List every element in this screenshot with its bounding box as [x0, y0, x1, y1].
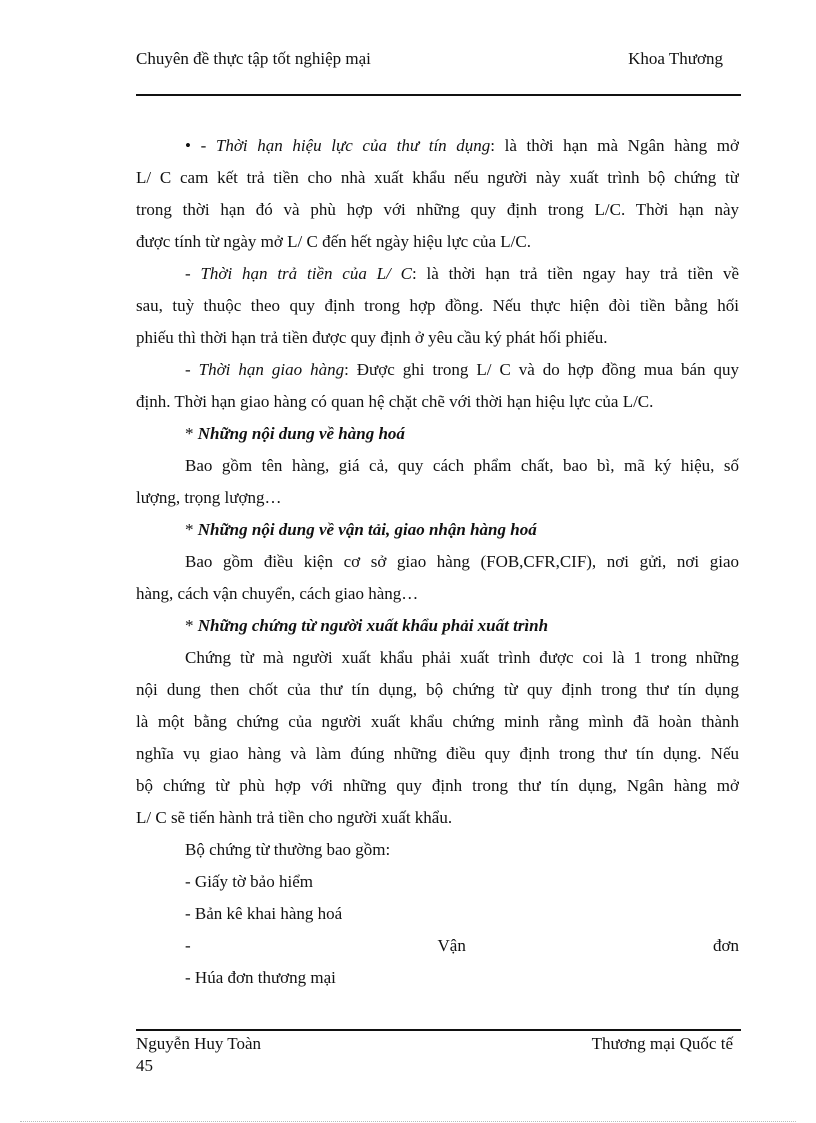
- term-validity: Thời hạn hiệu lực của thư tín dụng: [215, 136, 491, 155]
- paragraph-line: định. Thời hạn giao hàng có quan hệ chặt chẽ với thời hạn hiệu lực của L/C.: [136, 392, 654, 411]
- bullet-glyph: •: [185, 136, 191, 155]
- header-rule: [136, 94, 741, 96]
- header-title: Chuyên đề thực tập tốt nghiệp mại: [136, 49, 371, 68]
- paragraph-line: L/ C cam kết trả tiền cho nhà xuất khẩu nếu người này xuất trình bộ chứng từ: [136, 168, 739, 187]
- page-bottom-dotted-border: [20, 1121, 796, 1122]
- paragraph-line: • - Thời hạn hiệu lực của thư tín dụng: là thời hạn mà Ngân hàng mở: [185, 136, 739, 155]
- list-item: - Bản kê khai hàng hoá: [185, 904, 343, 923]
- section-heading: * Những chứng từ người xuất khẩu phải xuất trình: [185, 616, 549, 635]
- footer-author: Nguyễn Huy Toàn: [136, 1034, 262, 1053]
- paragraph-line: Bao gồm tên hàng, giá cả, quy cách phẩm chất, bao bì, mã ký hiệu, số: [185, 456, 739, 475]
- paragraph-line: phiếu thì thời hạn trả tiền được quy định ở yêu cầu ký phát hối phiếu.: [136, 328, 608, 347]
- paragraph-line: nghĩa vụ giao hàng và làm đúng những điều quy định trong thư tín dụng. Nếu: [136, 744, 739, 763]
- page-number: 45: [136, 1056, 153, 1075]
- footer-rule: [136, 1029, 741, 1031]
- paragraph-line: L/ C sẽ tiến hành trả tiền cho người xuất khẩu.: [136, 808, 453, 827]
- page-header: [136, 48, 741, 96]
- paragraph-line: hàng, cách vận chuyển, cách giao hàng…: [136, 584, 419, 603]
- term-delivery: Thời hạn giao hàng: [198, 360, 345, 379]
- list-item: - Húa đơn thương mại: [185, 968, 336, 987]
- paragraph-line: Bao gồm điều kiện cơ sở giao hàng (FOB,CFR,CIF), nơi gửi, nơi giao: [185, 552, 739, 571]
- document-body: [136, 130, 739, 994]
- header-department: Khoa Thương: [628, 49, 723, 68]
- section-heading: * Những nội dung về hàng hoá: [185, 424, 405, 443]
- paragraph-line: sau, tuỳ thuộc theo quy định trong hợp đồng. Nếu thực hiện đòi tiền bằng hối: [136, 296, 739, 315]
- paragraph-line: trong thời hạn đó và phù hợp với những quy định trong L/C. Thời hạn này: [136, 200, 739, 219]
- list-item: - Giấy tờ bảo hiểm: [185, 872, 313, 891]
- page-footer: [136, 1033, 741, 1083]
- paragraph-line: được tính từ ngày mở L/ C đến hết ngày hiệu lực của L/C.: [136, 232, 531, 251]
- paragraph-line: - Thời hạn trả tiền của L/ C: là thời hạn trả tiền ngay hay trả tiền về: [185, 264, 739, 283]
- footer-department: Thương mại Quốc tế: [591, 1034, 733, 1053]
- paragraph-line: lượng, trọng lượng…: [136, 488, 282, 507]
- paragraph-line: - Thời hạn giao hàng: Được ghi trong L/ C và do hợp đồng mua bán quy: [185, 360, 739, 379]
- list-item: - Vận đơn: [185, 936, 739, 955]
- paragraph-line: Bộ chứng từ thường bao gồm:: [185, 840, 391, 859]
- paragraph-line: nội dung then chốt của thư tín dụng, bộ chứng từ quy định trong thư tín dụng: [136, 680, 739, 699]
- paragraph-line: là một bằng chứng của người xuất khẩu chứng minh rằng mình đã hoàn thành: [136, 712, 739, 731]
- section-heading: * Những nội dung về vận tải, giao nhận hàng hoá: [185, 520, 537, 539]
- term-payment: Thời hạn trả tiền của L/ C: [200, 264, 412, 283]
- paragraph-line: bộ chứng từ phù hợp với những quy định trong thư tín dụng, Ngân hàng mở: [136, 776, 739, 795]
- paragraph-line: Chứng từ mà người xuất khẩu phải xuất trình được coi là 1 trong những: [185, 648, 739, 667]
